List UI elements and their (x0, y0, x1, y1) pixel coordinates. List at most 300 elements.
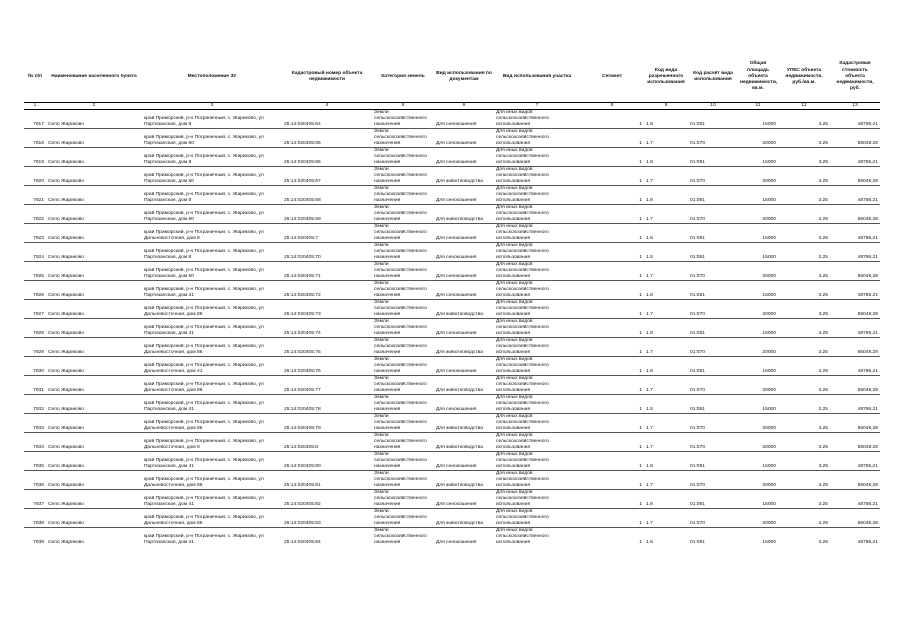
land-category-line: сельскохозяйственного (374, 496, 427, 502)
segment: 1 (639, 198, 642, 204)
upks: 3,25 (818, 445, 828, 451)
use-code: 1.7 (646, 312, 653, 318)
settlement-name: Село Жариково (48, 540, 84, 546)
location-line: край Приморский, р-н Пограничный, с. Жариково, ул (144, 135, 264, 141)
use-type-line: Для иных видов (494, 395, 580, 402)
use-type-line: Для иных видов (494, 186, 580, 193)
column-number: 8 (580, 103, 644, 110)
cadastral-number: 25:14:020405:67 (284, 179, 321, 185)
row-number: 7931 (33, 388, 44, 394)
use-type-line: сельскохозяйственного (496, 306, 549, 312)
area: 15000 (762, 464, 776, 470)
row-number: 7933 (33, 426, 44, 432)
location-line: Дальневосточная, дом 86 (144, 312, 203, 318)
use-type-line: сельскохозяйственного (496, 230, 549, 236)
location-line: Партизанская, дом 8 (144, 255, 192, 261)
doc-use-type: Для сенокошения (436, 331, 477, 337)
area: 15000 (762, 407, 776, 413)
use-type-line: Для иных видов (494, 452, 580, 459)
column-number: 2 (46, 103, 142, 110)
use-type-line: Для иных видов (494, 528, 580, 535)
row-number: 7928 (33, 331, 44, 337)
cadastral-cost: 65048,28 (857, 483, 878, 489)
land-category-line: Земли (372, 167, 434, 174)
segment: 1 (639, 502, 642, 508)
use-type-line: использования (496, 445, 531, 451)
use-code: 1.8 (646, 369, 653, 375)
settlement-name: Село Жариково (48, 217, 84, 223)
land-category-line: сельскохозяйственного (374, 382, 427, 388)
doc-use-type: Для сенокошения (436, 502, 477, 508)
segment: 1 (639, 445, 642, 451)
use-code: 1.8 (646, 122, 653, 128)
header-cell: № п/п (24, 52, 46, 103)
settlement-name: Село Жариково (48, 521, 84, 527)
use-type-line: использования (496, 217, 531, 223)
cadastral-number: 25:14:020405:7 (284, 236, 318, 242)
doc-use-type: Для животноводства (436, 388, 483, 394)
area: 15000 (762, 540, 776, 546)
land-category-line: Земли (372, 338, 434, 345)
cadastral-number: 25:14:020405:78 (284, 407, 321, 413)
cadastral-cost: 65048,28 (857, 179, 878, 185)
segment: 1 (639, 464, 642, 470)
doc-use-type: Для животноводства (436, 483, 483, 489)
location-line: Дальневосточная, дом 86 (144, 350, 203, 356)
use-type-line: сельскохозяйственного (496, 116, 549, 122)
cadastral-number: 25:14:020405:73 (284, 312, 321, 318)
segment: 1 (639, 388, 642, 394)
segment: 1 (639, 293, 642, 299)
use-type-line: сельскохозяйственного (496, 249, 549, 255)
use-code: 1.8 (646, 293, 653, 299)
use-type-line: использования (496, 502, 531, 508)
calc-code: 01:081 (690, 122, 705, 128)
upks: 3,25 (818, 331, 828, 337)
use-type-line: сельскохозяйственного (496, 192, 549, 198)
segment: 1 (639, 312, 642, 318)
cadastral-number: 25:14:020405:65 (284, 141, 321, 147)
table-body (24, 110, 880, 547)
land-category-line: Земли (372, 357, 434, 364)
location-line: край Приморский, р-н Пограничный, с. Жариково, ул (144, 344, 264, 350)
calc-code: 01:081 (690, 160, 705, 166)
area: 20000 (762, 141, 776, 147)
calc-code: 01:081 (690, 255, 705, 261)
location-line: край Приморский, р-н Пограничный, с. Жариково, ул (144, 458, 264, 464)
land-category-line: сельскохозяйственного (374, 420, 427, 426)
use-type-line: Для иных видов (494, 414, 580, 421)
land-category-line: сельскохозяйственного (374, 363, 427, 369)
location-line: Партизанская, дом 41 (144, 540, 194, 546)
use-type-line: использования (496, 179, 531, 185)
calc-code: 01:081 (690, 540, 705, 546)
row-number: 7937 (33, 502, 44, 508)
location-line: Дальневосточная, дом 86 (144, 483, 203, 489)
area: 15000 (762, 122, 776, 128)
location-line: край Приморский, р-н Пограничный, с. Жариково, ул (144, 154, 264, 160)
location-line: Дальневосточная, дом 86 (144, 426, 203, 432)
land-category-line: сельскохозяйственного (374, 325, 427, 331)
location-line: край Приморский, р-н Пограничный, с. Жариково, ул (144, 363, 264, 369)
segment: 1 (639, 407, 642, 413)
land-category-line: назначения (374, 350, 401, 356)
cadastral-number: 25:14:020405:8 (284, 445, 318, 451)
use-type-line: Для иных видов (494, 129, 580, 136)
land-category-line: Земли (372, 452, 434, 459)
doc-use-type: Для животноводства (436, 350, 483, 356)
settlement-name: Село Жариково (48, 141, 84, 147)
header-cell: Местоположение ЗУ (142, 52, 282, 103)
row-number: 7920 (33, 179, 44, 185)
cadastral-number: 25:14:020405:81 (284, 483, 321, 489)
cadastral-number: 25:14:020405:72 (284, 293, 321, 299)
column-number: 7 (494, 103, 580, 110)
upks: 3,25 (818, 369, 828, 375)
land-category-line: Земли (372, 319, 434, 326)
use-type-line: использования (496, 388, 531, 394)
header-cell: Вид использования по документам (434, 52, 494, 103)
cadastral-number: 25:14:020405:83 (284, 521, 321, 527)
use-code: 1.7 (646, 274, 653, 280)
land-category-line: Земли (372, 129, 434, 136)
calc-code: 01:070 (690, 217, 705, 223)
settlement-name: Село Жариково (48, 274, 84, 280)
location-line: Дальневосточная, дом 86 (144, 388, 203, 394)
cadastral-cost: 48786,21 (857, 407, 878, 413)
use-code: 1.8 (646, 540, 653, 546)
location-line: Партизанская, дом 41 (144, 502, 194, 508)
area: 15000 (762, 160, 776, 166)
area: 15000 (762, 331, 776, 337)
calc-code: 01:081 (690, 407, 705, 413)
cadastral-cost: 48786,21 (857, 255, 878, 261)
calc-code: 01:081 (690, 331, 705, 337)
settlement-name: Село Жариково (48, 483, 84, 489)
land-category-line: Земли (372, 243, 434, 250)
upks: 3,25 (818, 274, 828, 280)
land-category-line: сельскохозяйственного (374, 268, 427, 274)
upks: 3,25 (818, 464, 828, 470)
use-type-line: Для иных видов (494, 376, 580, 383)
use-type-line: Для иных видов (494, 357, 580, 364)
location-line: Партизанская, дом 60 (144, 179, 194, 185)
header-cell: Кадастровый номер объекта недвижимости (282, 52, 372, 103)
use-type-line: сельскохозяйственного (496, 173, 549, 179)
cadastral-cost: 48786,21 (857, 502, 878, 508)
land-category-line: сельскохозяйственного (374, 230, 427, 236)
doc-use-type: Для сенокошения (436, 160, 477, 166)
area: 15000 (762, 198, 776, 204)
land-category-line: Земли (372, 148, 434, 155)
settlement-name: Село Жариково (48, 312, 84, 318)
table-row (24, 540, 880, 546)
calc-code: 01:070 (690, 483, 705, 489)
doc-use-type: Для сенокошения (436, 274, 477, 280)
use-type-line: использования (496, 521, 531, 527)
column-number: 13 (830, 103, 880, 110)
cadastral-cost: 65048,28 (857, 521, 878, 527)
row-number: 7927 (33, 312, 44, 318)
upks: 3,25 (818, 407, 828, 413)
row-number: 7926 (33, 293, 44, 299)
use-code: 1.8 (646, 236, 653, 242)
use-type-line: использования (496, 312, 531, 318)
land-category-line: сельскохозяйственного (374, 401, 427, 407)
settlement-name: Село Жариково (48, 426, 84, 432)
use-type-line: Для иных видов (494, 167, 580, 174)
upks: 3,25 (818, 388, 828, 394)
land-category-line: назначения (374, 312, 401, 318)
calc-code: 01:070 (690, 521, 705, 527)
use-type-line: сельскохозяйственного (496, 458, 549, 464)
land-category-line: сельскохозяйственного (374, 135, 427, 141)
land-category-line: назначения (374, 407, 401, 413)
land-category-line: сельскохозяйственного (374, 534, 427, 540)
land-category-line: Земли (372, 490, 434, 497)
cadastral-number: 25:14:020405:70 (284, 255, 321, 261)
settlement-name: Село Жариково (48, 160, 84, 166)
use-type-line: сельскохозяйственного (496, 534, 549, 540)
land-category-line: сельскохозяйственного (374, 173, 427, 179)
settlement-name: Село Жариково (48, 236, 84, 242)
use-type-line: Для иных видов (494, 243, 580, 250)
row-number: 7934 (33, 445, 44, 451)
cadastral-cost: 65048,28 (857, 274, 878, 280)
location-line: край Приморский, р-н Пограничный, с. Жариково, ул (144, 173, 264, 179)
area: 20000 (762, 388, 776, 394)
use-code: 1.7 (646, 521, 653, 527)
use-type-line: Для иных видов (494, 338, 580, 345)
land-category-line: сельскохозяйственного (374, 154, 427, 160)
use-type-line: сельскохозяйственного (496, 211, 549, 217)
use-type-line: использования (496, 141, 531, 147)
cadastral-number: 25:14:020405:75 (284, 350, 321, 356)
cadastral-number: 25:14:020405:74 (284, 331, 321, 337)
cadastral-cost: 48786,21 (857, 236, 878, 242)
settlement-name: Село Жариково (48, 331, 84, 337)
cadastral-number: 25:14:020405:66 (284, 160, 321, 166)
use-code: 1.7 (646, 141, 653, 147)
area: 20000 (762, 426, 776, 432)
calc-code: 01:070 (690, 274, 705, 280)
land-category-line: сельскохозяйственного (374, 344, 427, 350)
calc-code: 01:070 (690, 312, 705, 318)
upks: 3,25 (818, 350, 828, 356)
use-type-line: использования (496, 274, 531, 280)
area: 20000 (762, 445, 776, 451)
cadastral-cost: 48786,21 (857, 198, 878, 204)
segment: 1 (639, 521, 642, 527)
area: 20000 (762, 179, 776, 185)
doc-use-type: Для сенокошения (436, 141, 477, 147)
segment: 1 (639, 483, 642, 489)
header-cell: Общая площадь объекта недвижимости, кв.м. (738, 52, 778, 103)
segment: 1 (639, 179, 642, 185)
use-type-line: Для иных видов (494, 205, 580, 212)
land-category-line: сельскохозяйственного (374, 306, 427, 312)
row-number: 7929 (33, 350, 44, 356)
use-type-line: сельскохозяйственного (496, 477, 549, 483)
land-category-line: назначения (374, 369, 401, 375)
segment: 1 (639, 122, 642, 128)
header-cell: Наименование населенного пункта (46, 52, 142, 103)
land-category-line: назначения (374, 122, 401, 128)
land-category-line: сельскохозяйственного (374, 458, 427, 464)
row-number: 7932 (33, 407, 44, 413)
use-code: 1.8 (646, 464, 653, 470)
land-category-line: назначения (374, 255, 401, 261)
area: 15000 (762, 255, 776, 261)
settlement-name: Село Жариково (48, 122, 84, 128)
settlement-name: Село Жариково (48, 350, 84, 356)
location-line: край Приморский, р-н Пограничный, с. Жариково, ул (144, 325, 264, 331)
use-code: 1.8 (646, 255, 653, 261)
row-number: 7918 (33, 141, 44, 147)
land-category-line: Земли (372, 300, 434, 307)
header-cell: Категория земель (372, 52, 434, 103)
upks: 3,25 (818, 179, 828, 185)
doc-use-type: Для сенокошения (436, 407, 477, 413)
calc-code: 01:081 (690, 198, 705, 204)
cadastral-cost: 48786,21 (857, 464, 878, 470)
use-type-line: использования (496, 198, 531, 204)
land-category-line: назначения (374, 141, 401, 147)
upks: 3,25 (818, 236, 828, 242)
use-type-line: Для иных видов (494, 319, 580, 326)
use-type-line: использования (496, 540, 531, 546)
row-number: 7939 (33, 540, 44, 546)
cadastral-number: 25:14:020405:64 (284, 122, 321, 128)
upks: 3,25 (818, 122, 828, 128)
column-number-row (24, 103, 880, 110)
segment: 1 (639, 350, 642, 356)
calc-code: 01:070 (690, 388, 705, 394)
doc-use-type: Для сенокошения (436, 464, 477, 470)
location-line: Партизанская, дом 60 (144, 217, 194, 223)
doc-use-type: Для сенокошения (436, 198, 477, 204)
header-cell: Сегмент (580, 52, 644, 103)
land-category-line: Земли (372, 433, 434, 440)
use-type-line: сельскохозяйственного (496, 287, 549, 293)
use-type-line: сельскохозяйственного (496, 496, 549, 502)
area: 20000 (762, 350, 776, 356)
row-number: 7930 (33, 369, 44, 375)
location-line: Дальневосточная, дом 41 (144, 369, 203, 375)
location-line: Партизанская, дом 41 (144, 407, 194, 413)
land-category-line: назначения (374, 540, 401, 546)
land-category-line: Земли (372, 110, 434, 117)
row-number: 7922 (33, 217, 44, 223)
location-line: край Приморский, р-н Пограничный, с. Жариково, ул (144, 420, 264, 426)
land-category-line: Земли (372, 262, 434, 269)
use-code: 1.7 (646, 350, 653, 356)
use-code: 1.8 (646, 160, 653, 166)
column-number: 5 (372, 103, 434, 110)
use-code: 1.7 (646, 483, 653, 489)
land-category-line: назначения (374, 445, 401, 451)
land-category-line: назначения (374, 293, 401, 299)
calc-code: 01:081 (690, 502, 705, 508)
land-category-line: Земли (372, 395, 434, 402)
header-cell: Вид использования участка (494, 52, 580, 103)
location-line: Партизанская, дом 41 (144, 293, 194, 299)
segment: 1 (639, 426, 642, 432)
cadastral-number: 25:14:020405:71 (284, 274, 321, 280)
column-number: 3 (142, 103, 282, 110)
area: 15000 (762, 236, 776, 242)
use-type-line: сельскохозяйственного (496, 363, 549, 369)
use-type-line: использования (496, 350, 531, 356)
land-category-line: назначения (374, 388, 401, 394)
cadastral-cost: 65048,28 (857, 388, 878, 394)
location-line: Партизанская, дом 8 (144, 160, 192, 166)
cadastral-table (24, 52, 880, 546)
cadastral-cost: 65048,28 (857, 445, 878, 451)
land-category-line: назначения (374, 464, 401, 470)
doc-use-type: Для сенокошения (436, 293, 477, 299)
cadastral-number: 25:14:020405:76 (284, 369, 321, 375)
calc-code: 01:081 (690, 236, 705, 242)
calc-code: 01:070 (690, 445, 705, 451)
doc-use-type: Для животноводства (436, 179, 483, 185)
doc-use-type: Для сенокошения (436, 369, 477, 375)
area: 20000 (762, 217, 776, 223)
use-type-line: использования (496, 122, 531, 128)
settlement-name: Село Жариково (48, 369, 84, 375)
use-type-line: использования (496, 293, 531, 299)
upks: 3,25 (818, 198, 828, 204)
use-type-line: Для иных видов (494, 509, 580, 516)
use-code: 1.8 (646, 331, 653, 337)
use-type-line: сельскохозяйственного (496, 325, 549, 331)
cadastral-cost: 48796,21 (857, 122, 878, 128)
cadastral-sheet (24, 52, 880, 546)
use-type-line: использования (496, 369, 531, 375)
use-type-line: сельскохозяйственного (496, 401, 549, 407)
segment: 1 (639, 540, 642, 546)
use-type-line: Для иных видов (494, 490, 580, 497)
row-number: 7923 (33, 236, 44, 242)
location-line: Партизанская, дом 8 (144, 122, 192, 128)
land-category-line: Земли (372, 224, 434, 231)
row-number: 7935 (33, 464, 44, 470)
settlement-name: Село Жариково (48, 445, 84, 451)
area: 20000 (762, 312, 776, 318)
use-type-line: использования (496, 255, 531, 261)
use-type-line: Для иных видов (494, 224, 580, 231)
cadastral-cost: 48786,21 (857, 160, 878, 166)
row-number: 7921 (33, 198, 44, 204)
location-line: Партизанская, дом 41 (144, 464, 194, 470)
settlement-name: Село Жариково (48, 179, 84, 185)
location-line: Партизанская, дом 8 (144, 198, 192, 204)
use-type-line: использования (496, 464, 531, 470)
cadastral-cost: 65048,28 (857, 217, 878, 223)
use-type-line: использования (496, 331, 531, 337)
use-code: 1.8 (646, 502, 653, 508)
use-type-line: сельскохозяйственного (496, 135, 549, 141)
row-number: 7917 (33, 122, 44, 128)
land-category-line: назначения (374, 236, 401, 242)
segment: 1 (639, 141, 642, 147)
use-type-line: сельскохозяйственного (496, 154, 549, 160)
cadastral-cost: 65048,28 (857, 350, 878, 356)
land-category-line: сельскохозяйственного (374, 287, 427, 293)
use-code: 1.8 (646, 407, 653, 413)
doc-use-type: Для животноводства (436, 426, 483, 432)
area: 20000 (762, 274, 776, 280)
